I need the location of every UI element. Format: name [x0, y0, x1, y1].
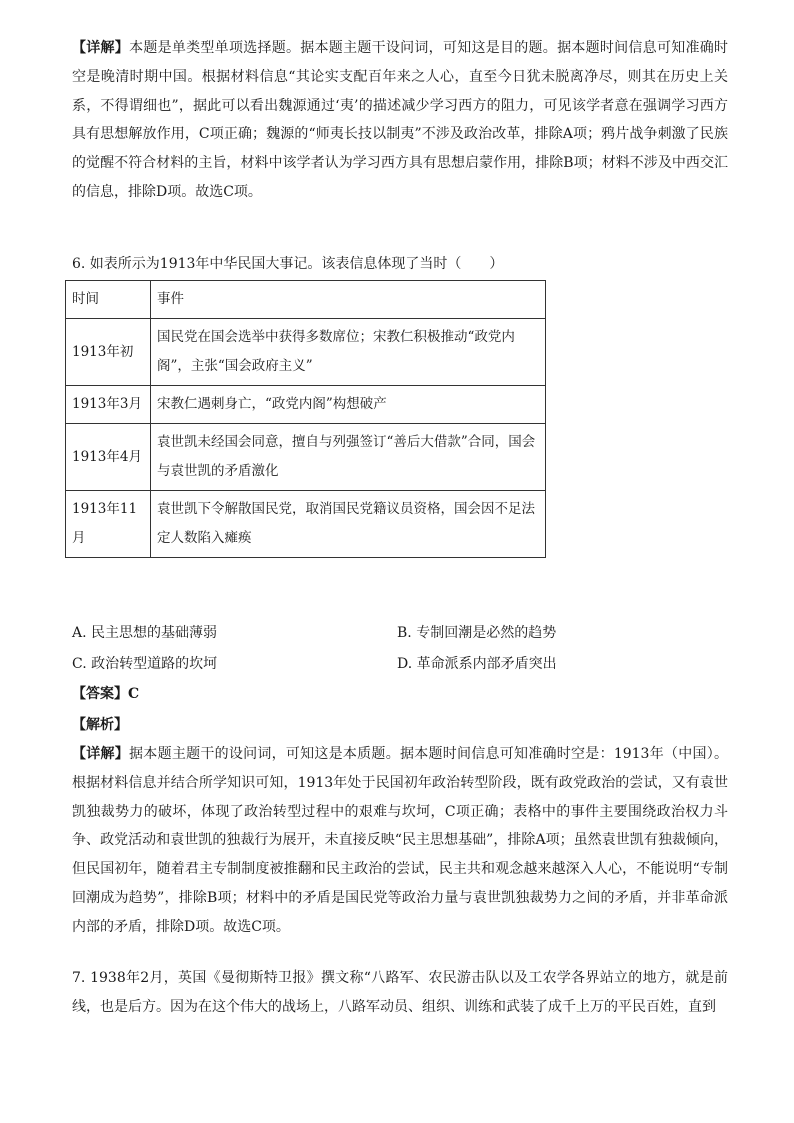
row-time: 1913年初 [66, 319, 151, 386]
option-d[interactable]: D. 革命派系内部矛盾突出 [397, 656, 557, 672]
option-a[interactable]: A. 民主思想的基础薄弱 [72, 625, 218, 641]
question-7-stem: 7. 1938年2月，英国《曼彻斯特卫报》撰文称“八路军、农民游击队以及工农学各界站立的地方，就是前线，也是后方。因为在这个伟大的战场上，八路军动员、组织、训练和武装了成千上万的平民百姓，直到 [72, 970, 728, 1015]
row-event: 宋教仁遇刺身亡，“政党内阁”构想破产 [151, 386, 546, 424]
row-event: 袁世凯下令解散国民党，取消国民党籍议员资格，国会因不足法定人数陷入瘫痪 [151, 491, 546, 558]
table-row [66, 491, 546, 558]
table-row [66, 424, 546, 491]
detail-text: 据本题主题干的设问词，可知这是本质题。据本题时间信息可知准确时空是：1913年（中国）。根据材料信息并结合所学知识可知，1913年处于民国初年政治转型阶段，既有政党政治的尝试，又有袁世凯独裁势力的破坏，体现了政治转型过程中的艰难与坎坷，C项正确；表格中的事件主要围绕政治权力斗争、政党活动和袁世凯的独裁行为展开，未直接反映“民主思想基础”，排除A项；虽然袁世凯有独裁倾向，但民国初年，随着君主专制制度被推翻和民主政治的尝试，民主共和观念越来越深入人心，不能说明“专制回潮成为趋势”，排除B项；材料中的矛盾是国民党等政治力量与袁世凯独裁势力之间的矛盾，并非革命派内部的矛盾，排除D项。故选C项。 [72, 746, 729, 935]
row-time: 1913年4月 [66, 424, 151, 491]
analysis-label: 【解析】 [72, 717, 128, 733]
events-table [65, 280, 546, 558]
answer-label: 【答案】C [72, 686, 140, 702]
option-b[interactable]: B. 专制回潮是必然的趋势 [397, 625, 557, 641]
table-row [66, 319, 546, 386]
table-row [66, 386, 546, 424]
header-time: 时间 [66, 281, 151, 319]
header-event: 事件 [151, 281, 546, 319]
previous-analysis-text: 本题是单类型单项选择题。据本题主题干设问词，可知这是目的题。据本题时间信息可知准确时空是晚清时期中国。根据材料信息“其论实支配百年来之人心，直至今日犹未脱离净尽，则其在历史上关系，不得谓细也”，据此可以看出魏源通过‘夷’的描述减少学习西方的阻力，可见该学者意在强调学习西方具有思想解放作用，C项正确；魏源的“师夷长技以制夷”不涉及政治改革，排除A项；鸦片战争刺激了民族的觉醒不符合材料的主旨，材料中该学者认为学习西方具有思想启蒙作用，排除B项；材料不涉及中西交汇的信息，排除D项。故选C项。 [72, 40, 729, 200]
previous-analysis [72, 34, 728, 244]
row-time: 1913年3月 [66, 386, 151, 424]
row-event: 袁世凯未经国会同意，擅自与列强签订“善后大借款”合同，国会与袁世凯的矛盾激化 [151, 424, 546, 491]
detail-label: 【详解】 [72, 40, 130, 56]
question-6-detail [72, 740, 728, 960]
question-6-stem: 6. 如表所示为1913年中华民国大事记。该表信息体现了当时（ ） [72, 256, 504, 272]
option-c[interactable]: C. 政治转型道路的坎坷 [72, 656, 218, 672]
row-time: 1913年11月 [66, 491, 151, 558]
row-event: 国民党在国会选举中获得多数席位；宋教仁积极推动“政党内阁”，主张“国会政府主义” [151, 319, 546, 386]
table-header-row [66, 281, 546, 319]
detail-label: 【详解】 [72, 746, 130, 762]
